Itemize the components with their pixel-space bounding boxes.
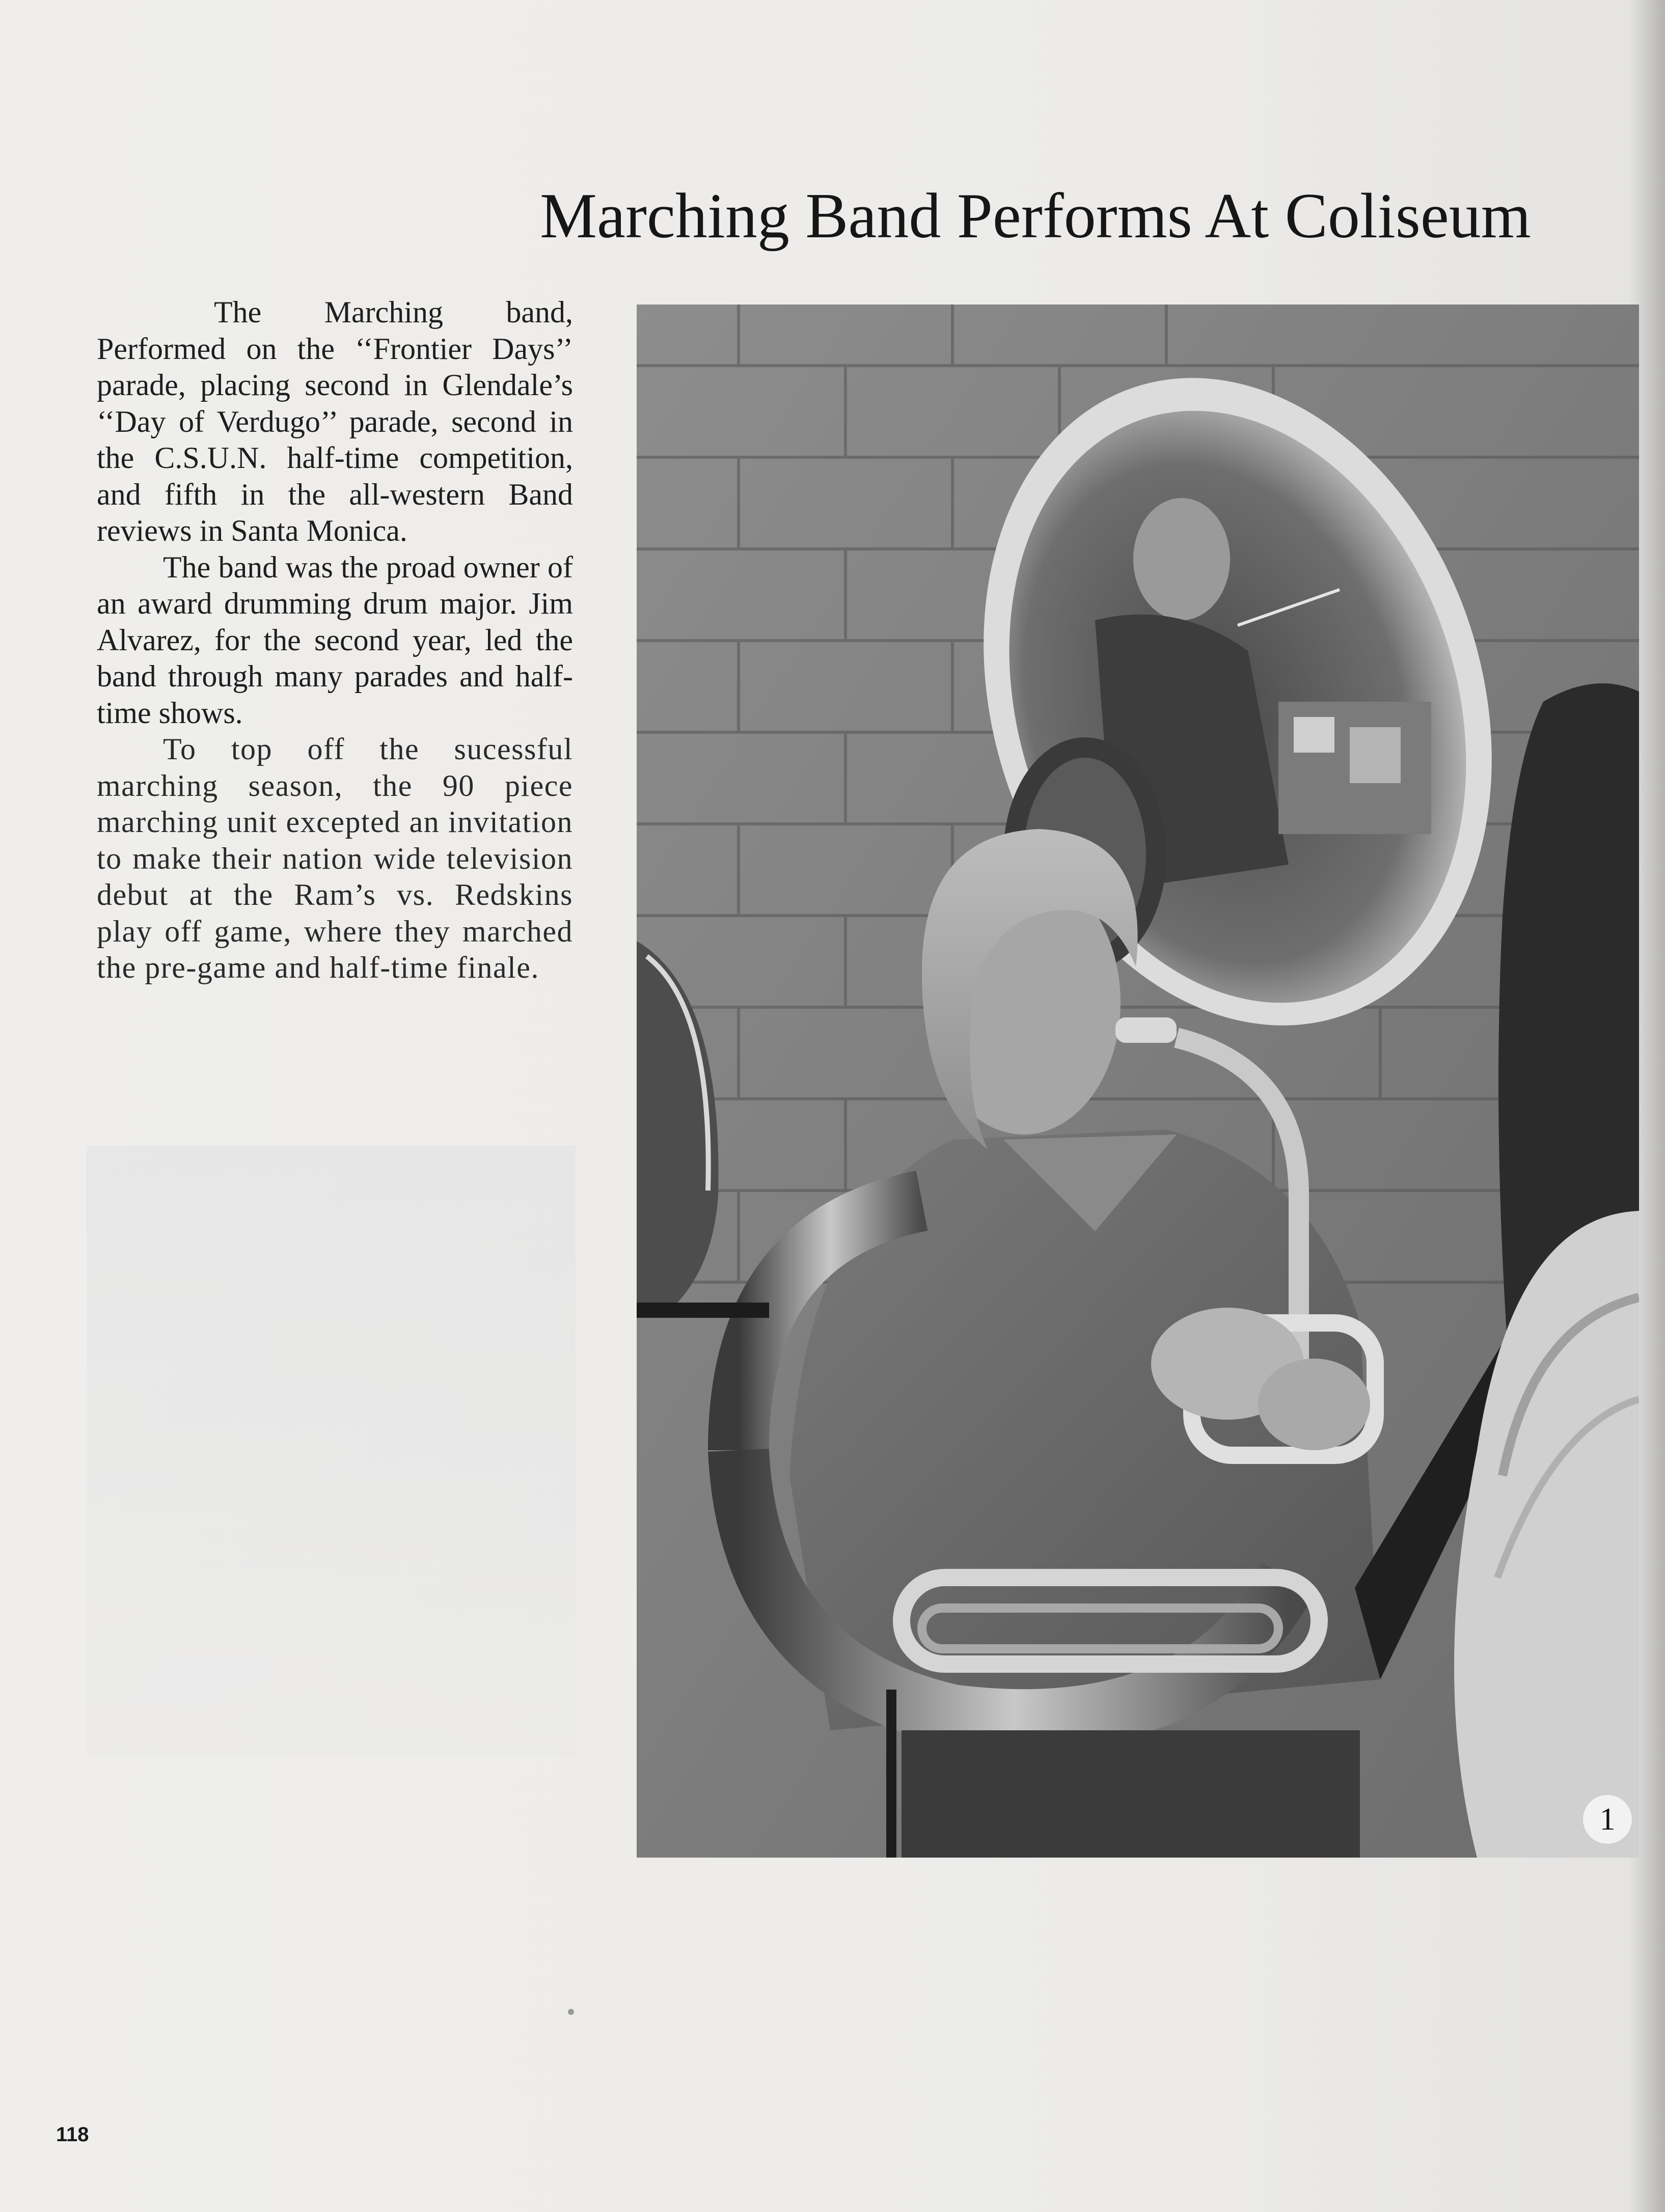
article-paragraph-1: The Marching band, Performed on the ‘‘Frontier Days’’ parade, placing second in Glendale’s ‘‘Day of Verdugo’’ parade, second in the C.S.U.N. half-time competition, and fifth in the all-western Band reviews in Santa Monica. [97,295,573,547]
page-title: Marching Band Performs At Coliseum [540,181,1531,252]
tuba-player-illustration [637,305,1639,1858]
photo-number-badge: 1 [1581,1793,1633,1845]
print-smudge [568,2009,574,2015]
article-paragraph-2: The band was the proad owner of an award drumming drum major. Jim Alvarez, for the second year, led the band through many parades and half-time shows. [97,550,573,730]
bleed-through-shadow [87,1146,576,1757]
article-paragraph-3: To top off the sucessful marching season, the 90 piece marching unit excepted an invitation to make their nation wide television debut at the Ram’s vs. Redskins play off game, where they marched the pre-game and half-time finale. [97,732,573,984]
band-photo [637,305,1639,1858]
page-number: 118 [56,2123,89,2146]
article-body [97,294,573,986]
